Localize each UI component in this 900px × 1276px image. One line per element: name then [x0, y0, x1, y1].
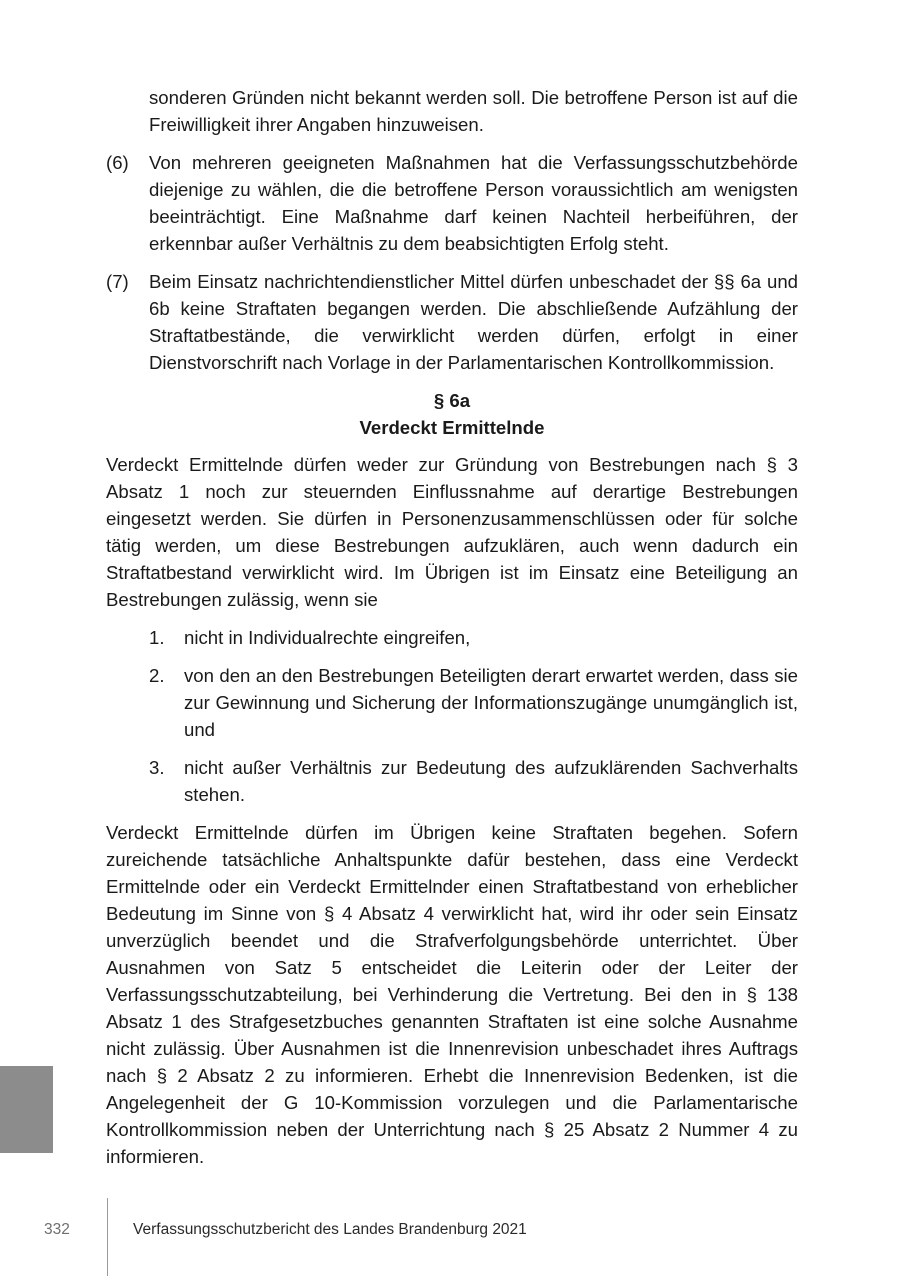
footer-divider [107, 1198, 108, 1276]
numbered-paragraph-6 [106, 149, 798, 257]
list-item-number: 1. [149, 627, 165, 648]
section-title: Verdeckt Ermittelnde [359, 417, 545, 438]
list-item-number: 2. [149, 665, 165, 686]
section-heading [106, 387, 798, 441]
list-item [106, 754, 798, 808]
section-number: § 6a [433, 390, 471, 411]
list-item [106, 624, 798, 651]
chapter-side-tab [0, 1066, 53, 1153]
continuation-paragraph: sonderen Gründen nicht bekannt werden soll. Die betroffene Person ist auf die Freiwilligkeit ihrer Angaben hinzuweisen. [149, 87, 798, 135]
list-item-text: nicht in Individualrechte eingreifen, [184, 627, 471, 648]
page-body [106, 84, 798, 1181]
numbered-paragraph-7 [106, 268, 798, 376]
list-item-number: 3. [149, 757, 165, 778]
closing-paragraph: Verdeckt Ermittelnde dürfen im Übrigen keine Straftaten begehen. Sofern zureichende tatsächliche Anhaltspunkte dafür bestehen, dass eine Verdeckt Ermittelnde oder ein Verdeckt Ermittelnder einen Straftatbestand von erheblicher Bedeutung im Sinne von § 4 Absatz 4 verwirklicht hat, wird ihr oder sein Einsatz unverzüglich beendet und die Strafverfolgungsbehörde unterrichtet. Über Ausnahmen von Satz 5 entscheidet die Leiterin oder der Leiter der Verfassungsschutzabteilung, bei Verhinderung die Vertretung. Bei den in § 138 Absatz 1 des Strafgesetzbuches genannten Straftaten ist eine solche Ausnahme nicht zulässig. Über Ausnahmen ist die Innenrevision unbeschadet ihres Auftrags nach § 2 Absatz 2 zu informieren. Erhebt die Innenrevision Bedenken, ist die Angelegenheit der G 10-Kommission vorzulegen und die Parlamentarische Kontrollkommission neben der Unterrichtung nach § 25 Absatz 2 Nummer 4 zu informieren. [106, 822, 798, 1167]
page-number: 332 [44, 1221, 70, 1238]
paragraph-number: (6) [106, 152, 129, 173]
paragraph-text: Von mehreren geeigneten Maßnahmen hat die Verfassungsschutzbehörde diejenige zu wählen, die die betroffene Person voraussichtlich am wenigsten beeinträchtigt. Eine Maßnahme darf keinen Nachteil herbeiführen, der erkennbar außer Verhältnis zu dem beabsichtigten Erfolg steht. [149, 152, 798, 254]
intro-paragraph: Verdeckt Ermittelnde dürfen weder zur Gründung von Bestrebungen nach § 3 Absatz 1 noch zur steuernden Einflussnahme auf derartige Bestrebungen eingesetzt werden. Sie dürfen in Personenzusammenschlüssen oder für solche tätig werden, um diese Bestrebungen aufzuklären, auch wenn dadurch ein Straftatbestand verwirklicht wird. Im Übrigen ist im Einsatz eine Beteiligung an Bestrebungen zulässig, wenn sie [106, 454, 798, 610]
list-item-text: von den an den Bestrebungen Beteiligten derart erwartet werden, dass sie zur Gewinnung und Sicherung der Informationszugänge unumgänglich ist, und [184, 665, 798, 740]
paragraph-number: (7) [106, 271, 129, 292]
list-item [106, 662, 798, 743]
footer-title: Verfassungsschutzbericht des Landes Brandenburg 2021 [133, 1221, 527, 1238]
paragraph-text: Beim Einsatz nachrichtendienstlicher Mittel dürfen unbeschadet der §§ 6a und 6b keine Straftaten begangen werden. Die abschließende Aufzählung der Straftatbestände, die verwirklicht werden dürfen, erfolgt in einer Dienstvorschrift nach Vorlage in der Parlamentarischen Kontrollkommission. [149, 271, 798, 373]
list-item-text: nicht außer Verhältnis zur Bedeutung des aufzuklärenden Sachverhalts stehen. [184, 757, 798, 805]
